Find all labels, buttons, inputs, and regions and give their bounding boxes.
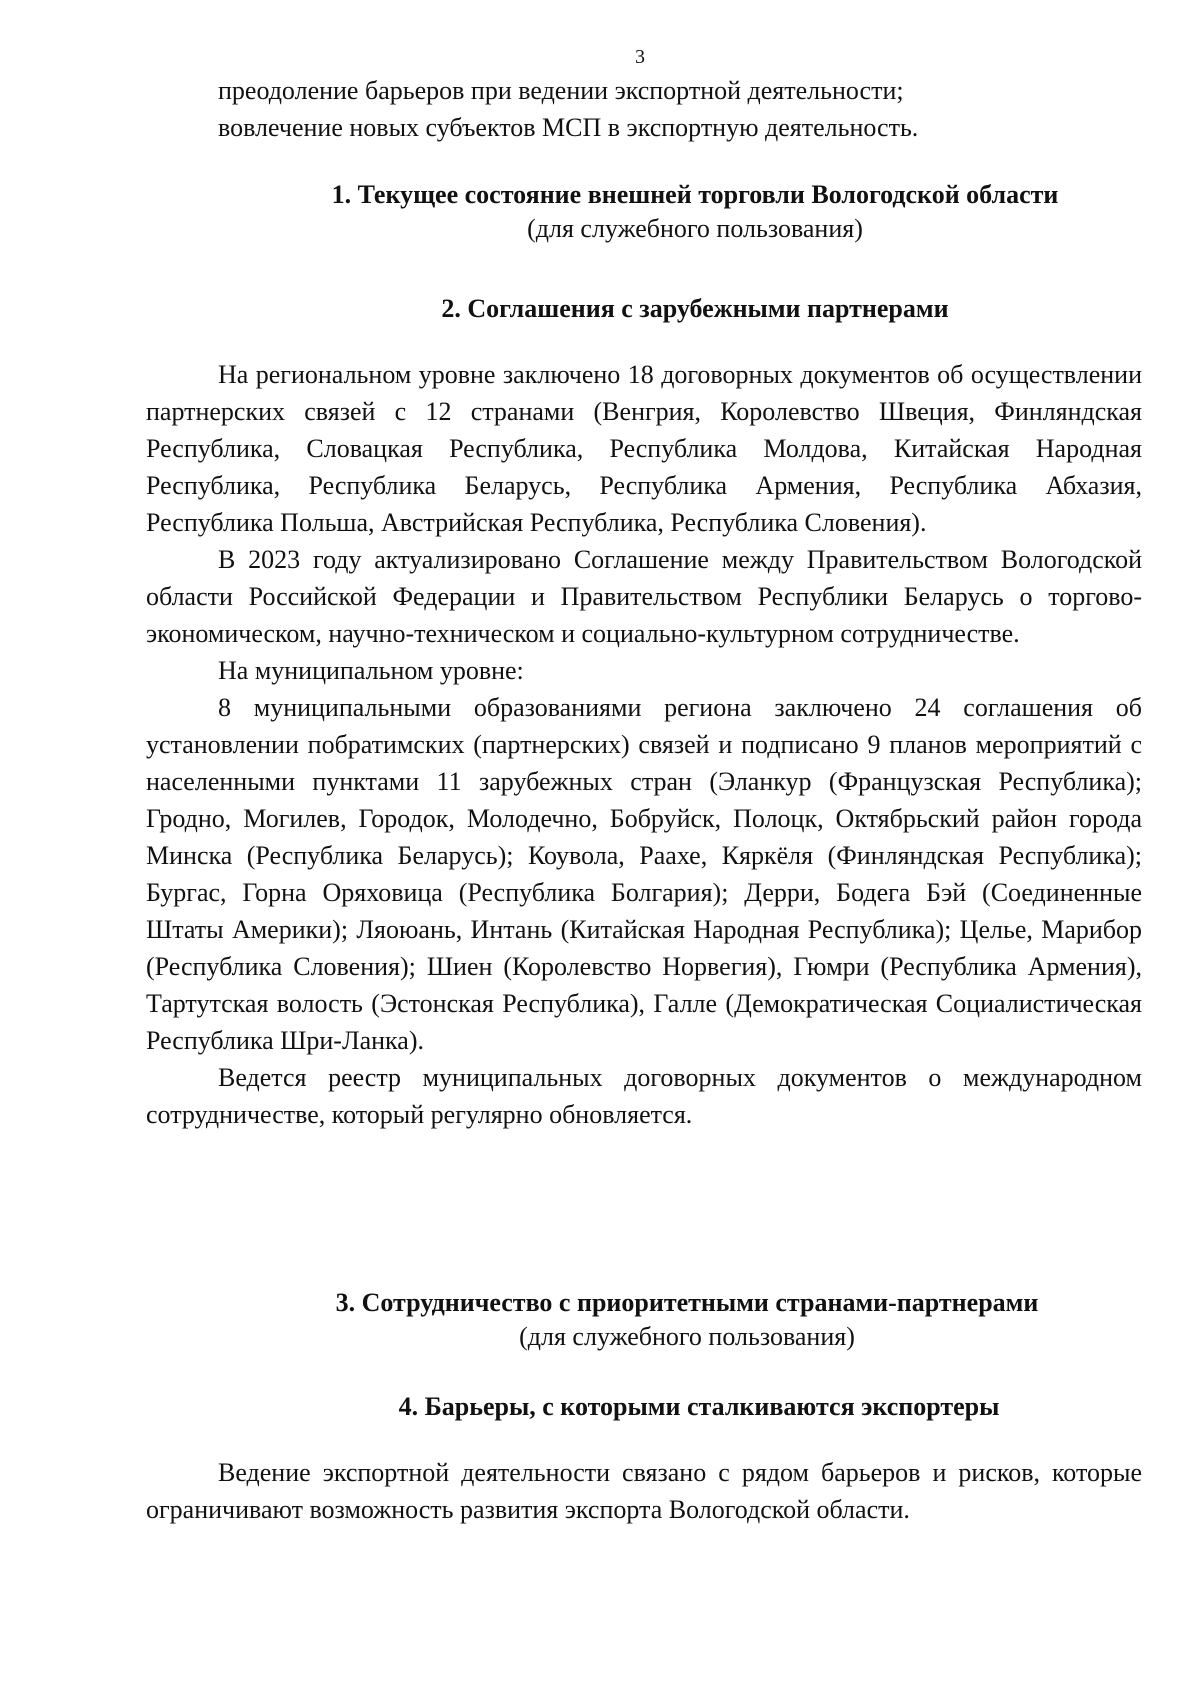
paragraph: На муниципальном уровне:	[218, 656, 524, 685]
section-3-subtitle: (для служебного пользования)	[519, 1322, 855, 1351]
section-1-subtitle: (для служебного пользования)	[527, 214, 863, 243]
section-1-title: 1. Текущее состояние внешней торговли Вологодской области	[331, 180, 1059, 209]
section-2-body	[146, 356, 1142, 1133]
intro-text	[146, 72, 1142, 146]
section-4-title: 4. Барьеры, с которыми сталкиваются экспортеры	[398, 1392, 1000, 1421]
section-4-heading	[146, 1390, 1200, 1424]
paragraph: Ведение экспортной деятельности связано с рядом барьеров и рисков, которые ограничивают возможность развития экспорта Вологодской области.	[146, 1458, 1142, 1524]
section-2-heading	[146, 292, 1200, 326]
paragraph: На региональном уровне заключено 18 договорных документов об осуществлении партнерских связей с 12 странами (Венгрия, Королевство Швеция, Финляндская Республика, Словацкая Республика, Республика Молдова, Китайская Народная Республика, Республика Беларусь, Республика Армения, Республика Абхазия, Республика Польша, Австрийская Республика, Республика Словения).	[146, 360, 1142, 537]
page-number: 3	[635, 46, 645, 68]
section-4-body	[146, 1454, 1142, 1528]
intro-line: преодоление барьеров при ведении экспортной деятельности;	[218, 76, 904, 105]
section-3-heading	[146, 1286, 1200, 1354]
section-2-title: 2. Соглашения с зарубежными партнерами	[441, 294, 949, 323]
paragraph: 8 муниципальными образованиями региона заключено 24 соглашения об установлении побратимских (партнерских) связей и подписано 9 планов мероприятий с населенными пунктами 11 зарубежных стран (Эланкур (Французская Республика); Гродно, Могилев, Городок, Молодечно, Бобруйск, Полоцк, Октябрьский район города Минска (Республика Беларусь); Коувола, Раахе, Кяркёля (Финляндская Республика); Бургас, Горна Оряховица (Республика Болгария); Дерри, Бодега Бэй (Соединенные Штаты Америки); Ляоюань, Интань (Китайская Народная Республика); Целье, Марибор (Республика Словения); Шиен (Королевство Норвегия), Гюмри (Республика Армения), Тартутская волость (Эстонская Республика), Галле (Демократическая Социалистическая Республика Шри-Ланка).	[146, 693, 1142, 1055]
intro-line: вовлечение новых субъектов МСП в экспортную деятельность.	[218, 113, 919, 142]
paragraph: В 2023 году актуализировано Соглашение между Правительством Вологодской области Российской Федерации и Правительством Республики Беларусь о торгово-экономическом, научно-техническом и социально-культурном сотрудничестве.	[146, 545, 1142, 648]
paragraph: Ведется реестр муниципальных договорных документов о международном сотрудничестве, который регулярно обновляется.	[146, 1063, 1142, 1129]
section-3-title: 3. Сотрудничество с приоритетными странами-партнерами	[335, 1288, 1039, 1317]
section-1-heading	[146, 178, 1200, 246]
